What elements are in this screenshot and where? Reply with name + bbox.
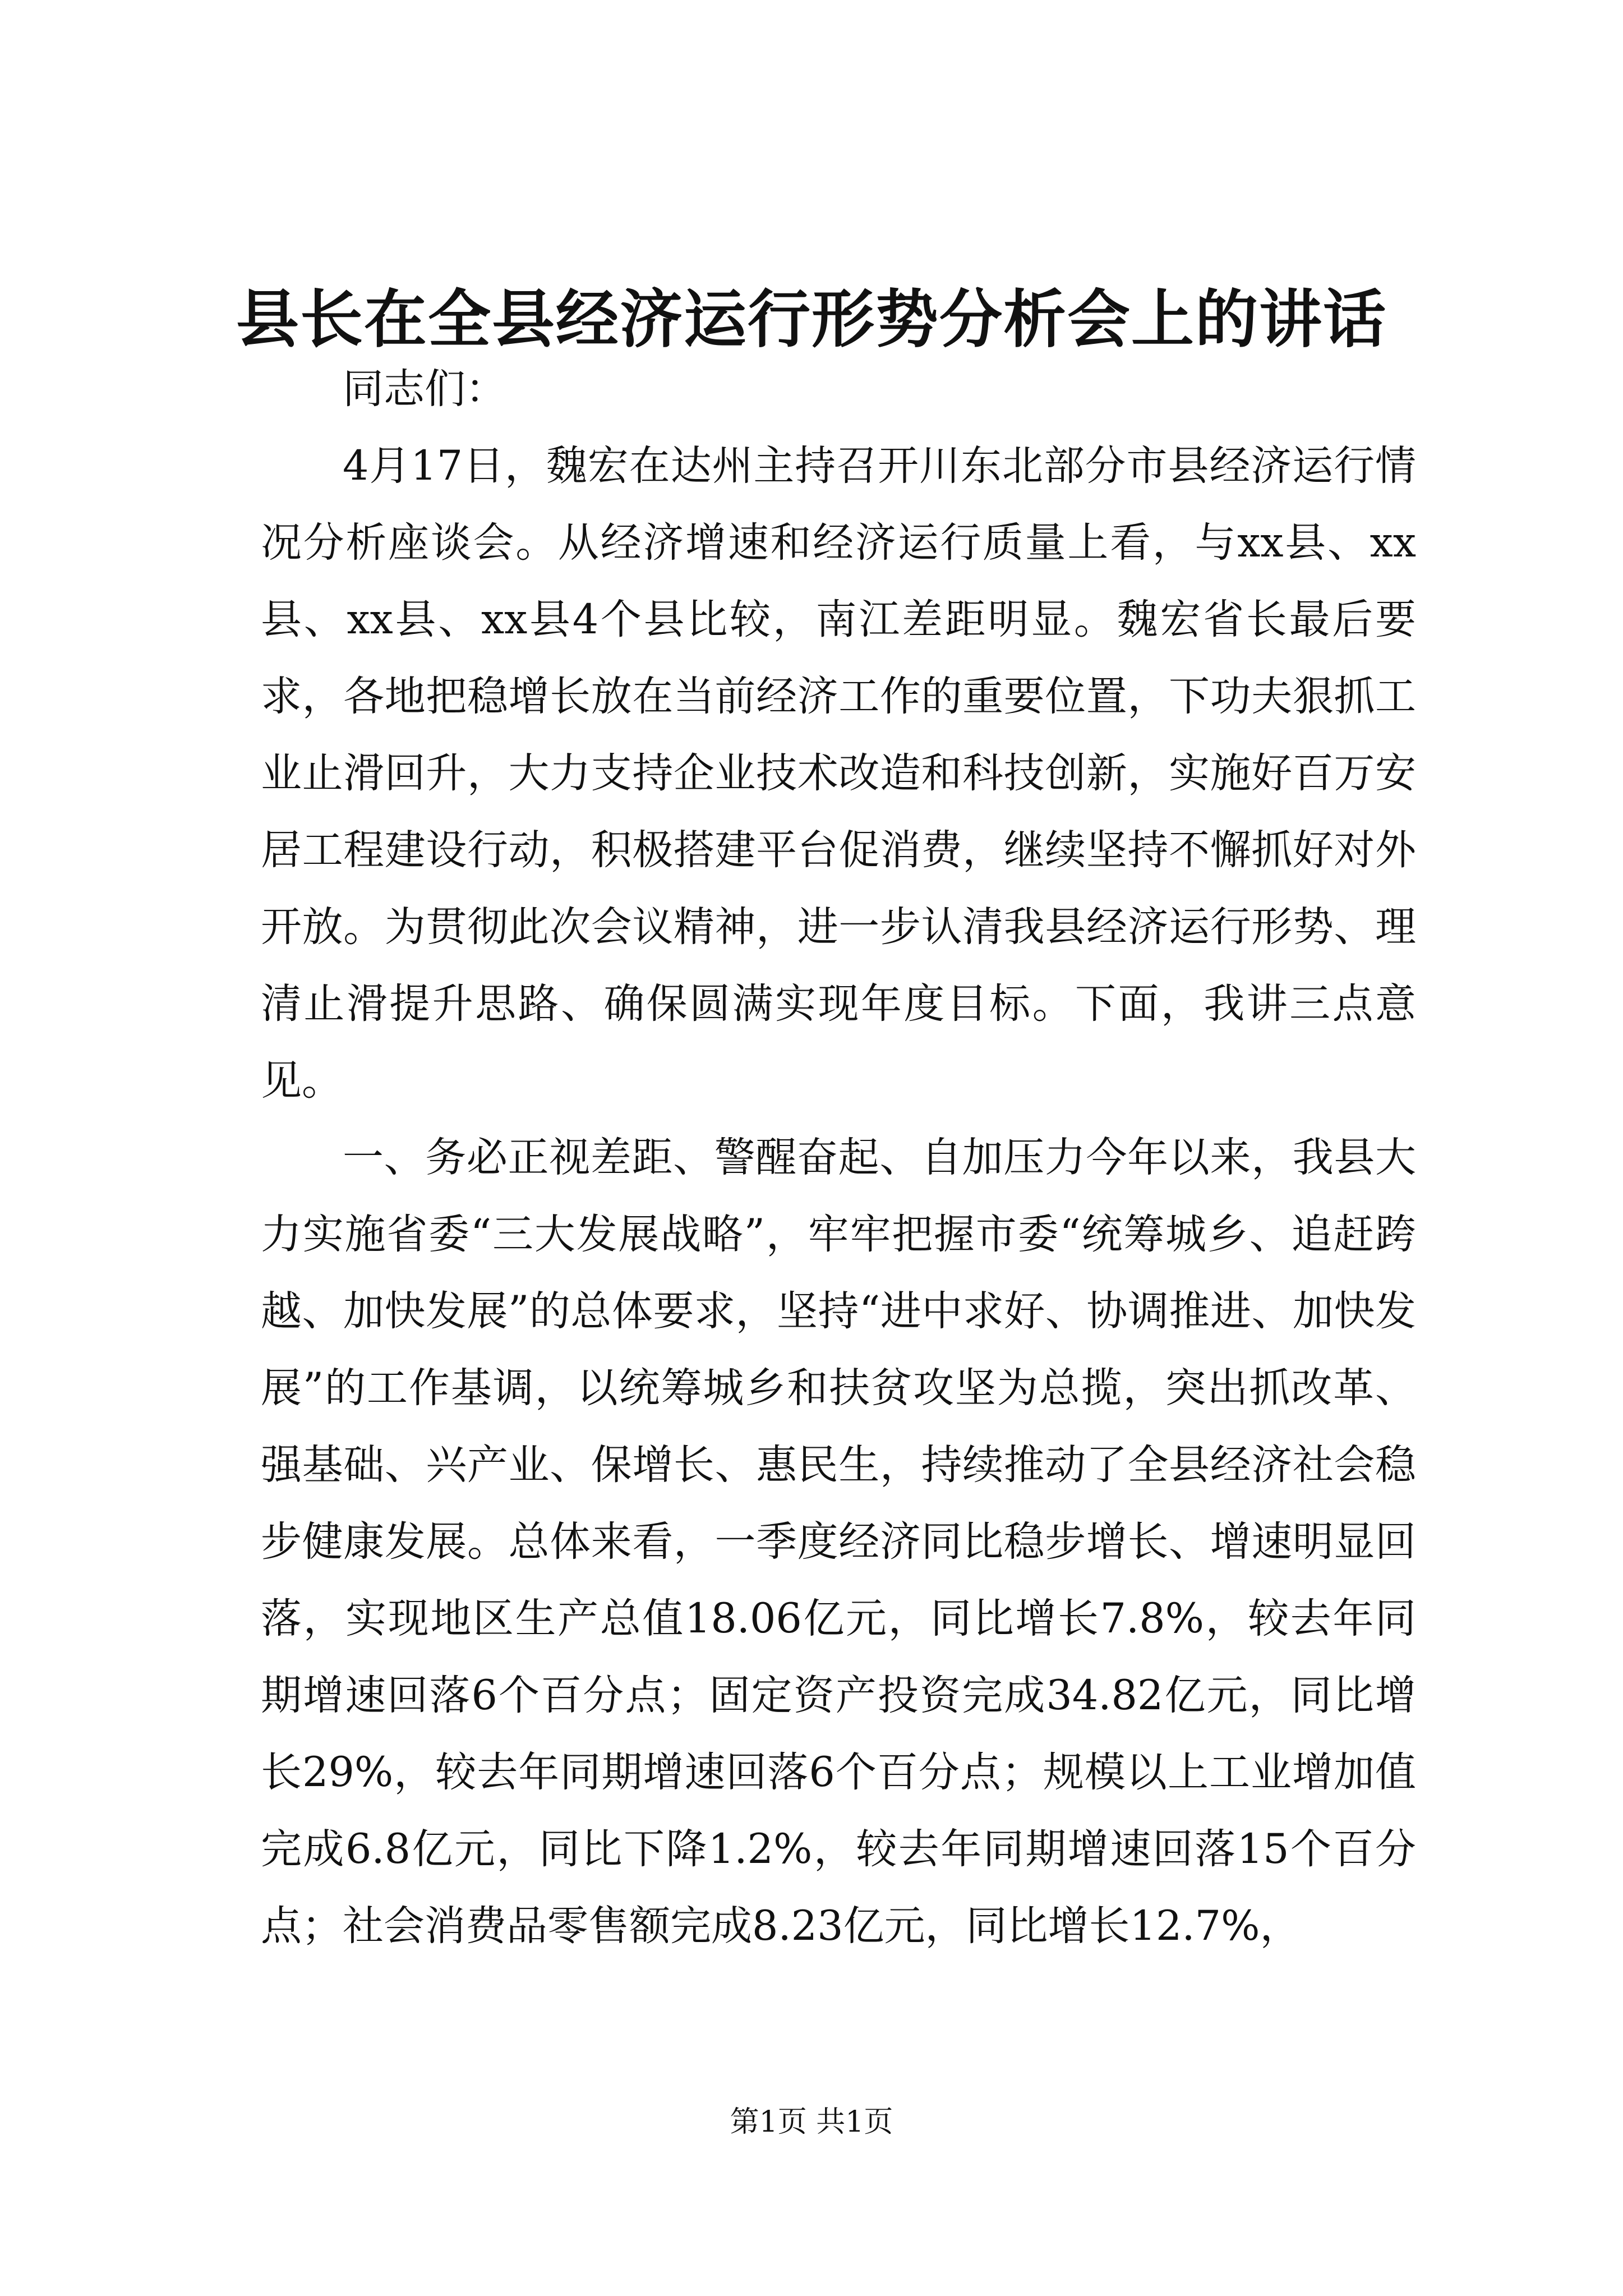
body-paragraph: 4月17日，魏宏在达州主持召开川东北部分市县经济运行情况分析座谈会。从经济增速和经济运行质量上看，与xx县、xx县、xx县、xx县4个县比较，南江差距明显。魏宏省长最后要求，各地把稳增长放在当前经济工作的重要位置，下功夫狠抓工业止滑回升，大力支持企业技术改造和科技创新，实施好百万安居工程建设行动，积极搭建平台促消费，继续坚持不懈抓好对外开放。为贯彻此次会议精神，进一步认清我县经济运行形势、理清止滑提升思路、确保圆满实现年度目标。下面，我讲三点意见。 (261, 442, 1416, 1105)
page-footer: 第1页 共1页 (730, 2105, 893, 2139)
document-title: 县长在全县经济运行形势分析会上的讲话 (236, 283, 1387, 356)
body-paragraph: 一、务必正视差距、警醒奋起、自加压力今年以来，我县大力实施省委“三大发展战略”，牢牢把握市委“统筹城乡、追赶跨越、加快发展”的总体要求，坚持“进中求好、协调推进、加快发展”的工作基调，以统筹城乡和扶贫攻坚为总揽，突出抓改革、强基础、兴产业、保增长、惠民生，持续推动了全县经济社会稳步健康发展。总体来看，一季度经济同比稳步增长、增速明显回落，实现地区生产总值18.06亿元，同比增长7.8%，较去年同期增速回落6个百分点；固定资产投资完成34.82亿元，同比增长29%，较去年同期增速回落6个百分点；规模以上工业增加值完成6.8亿元，同比下降1.2%，较去年同期增速回落15个百分点；社会消费品零售额完成8.23亿元，同比增长12.7%， (261, 1134, 1416, 1950)
salutation: 同志们： (343, 365, 506, 413)
document-body (261, 351, 1416, 1964)
